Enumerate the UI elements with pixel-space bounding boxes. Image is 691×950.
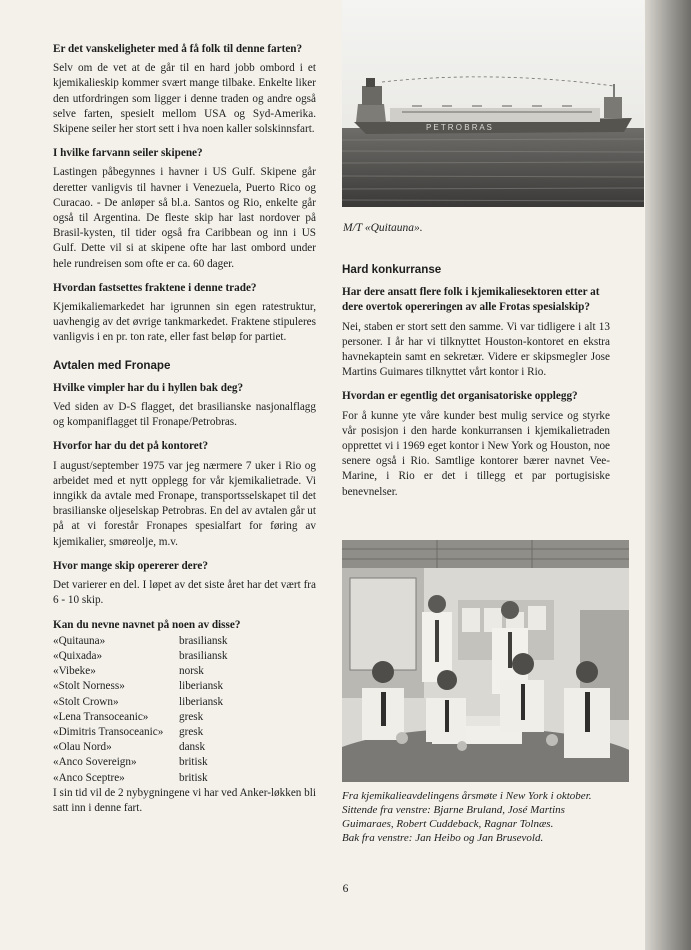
- ship-flag: dansk: [179, 741, 206, 754]
- section-heading: Avtalen med Fronape: [53, 358, 171, 372]
- ship-row: [53, 679, 316, 694]
- ship-hull-text: P E T R O B R A S: [426, 123, 492, 132]
- answer: Ved siden av D-S flagget, det brasilianske nasjonalflagg og kompaniflagget til Fronape/Petrobras.: [53, 401, 316, 429]
- ship-name: «Olau Nord»: [53, 741, 112, 754]
- ship-row: [53, 740, 316, 755]
- ship-photo-graphic: [342, 0, 644, 207]
- ship-row: [53, 695, 316, 710]
- answer: I august/september 1975 var jeg nærmere 7 uker i Rio og arbeidet med et nytt opplegg for vår kjemikalietrade. Vi inngikk da avtale med Fronape, transportsselskapet til det brasilianske oljeselskap Petrobras. En del av avtalen går ut på at vi forestår Fronapes spesialfart for føring av kjemikalier, smøreolje, m.v.: [53, 459, 316, 548]
- ship-row: [53, 725, 316, 740]
- answer: Det varierer en del. I løpet av det siste året har det vært fra 6 - 10 skip.: [53, 579, 316, 607]
- ship-name: «Dimitris Transoceanic»: [53, 725, 164, 738]
- ship-flag: gresk: [179, 725, 204, 738]
- ship-photo: [342, 0, 644, 207]
- page-number: 6: [342, 883, 349, 895]
- meeting-photo: [342, 540, 629, 782]
- ship-name: «Quixada»: [53, 649, 103, 662]
- left-column: [53, 42, 316, 825]
- question: Har dere ansatt flere folk i kjemikaliesektoren etter at dere overtok opereringen av alle Frotas spesialskip?: [342, 286, 600, 314]
- ship-flag: liberiansk: [179, 680, 224, 693]
- ship-photo-caption: M/T «Quitauna».: [343, 222, 423, 234]
- question: Er det vanskeligheter med å få folk til denne farten?: [53, 43, 303, 55]
- ship-name: «Anco Sceptre»: [53, 771, 125, 784]
- ship-name: «Anco Sovereign»: [53, 756, 137, 769]
- ship-flag: brasiliansk: [179, 649, 228, 662]
- answer: Nei, staben er stort sett den samme. Vi var tidligere i alt 13 personer. I år har vi tilknyttet Houston-kontoret en ekstra havnekaptein samt en sekretær. Videre er skipsmegler Jose Martins Guimares tilknyttet vårt kontor i Rio.: [342, 320, 610, 379]
- ship-flag: liberiansk: [179, 695, 224, 708]
- ship-name: «Vibeke»: [53, 665, 96, 678]
- right-column: [342, 262, 610, 509]
- question: Hvor mange skip opererer dere?: [53, 559, 208, 572]
- ship-name: «Stolt Crown»: [53, 695, 119, 708]
- caption-line: Sittende fra venstre: Bjarne Bruland, José Martins Guimaraes, Robert Cuddeback, Ragnar Tolnæs.: [342, 804, 565, 830]
- question: Hvordan er egentlig det organisatoriske opplegg?: [342, 390, 578, 403]
- ship-flag: gresk: [179, 710, 204, 723]
- meeting-photo-graphic: [342, 540, 629, 782]
- question: Kan du nevne navnet på noen av disse?: [53, 618, 241, 631]
- answer: Lastingen påbegynnes i havner i US Gulf. Skipene går deretter vanligvis til havner i Venezuela, Puerto Rico og Curacao. - De anløper så bl.a. Santos og Rio, enkelte går også til Argentina. De fleste skip har last nordover på Brasil-kysten, til tider også fra Caribbean og inn i US Gulf. Dette vil si at skipene ofte har last ombord under hele rundreisen som ofte er ca. 60 dager.: [53, 166, 316, 270]
- ship-flag: britisk: [179, 771, 208, 784]
- closing-text: I sin tid vil de 2 nybygningene vi har ved Anker-løkken bli satt inn i denne fart.: [53, 786, 316, 814]
- ship-row: [53, 649, 316, 664]
- ship-flag: britisk: [179, 756, 208, 769]
- section-heading: Hard konkurranse: [342, 263, 442, 276]
- ship-name: «Stolt Norness»: [53, 680, 125, 693]
- answer: For å kunne yte våre kunder best mulig service og styrke vår posisjon i den harde konkurransen i kjemikalietraden opprettet vi i 1969 eget kontor i New York og Houston, noe senere også i Rio. Samtlige kontorer bærer navnet Vee-Marine, i Rio er det i tillegg et par portugisiske benevnelser.: [342, 409, 610, 498]
- ship-name: «Quitauna»: [53, 634, 106, 647]
- ship-row: [53, 634, 316, 649]
- caption-line: Fra kjemikalieavdelingens årsmøte i New York i oktober.: [342, 790, 592, 802]
- page-edge-shadow: [645, 0, 691, 950]
- answer: Selv om de vet at de går til en hard jobb ombord i et kjemikalieskip kommer svært mange tilbake. Enkelte liker den utfordringen som ligger i denne traden og andre også selve farten, spesielt mellom USA og Syd-Amerika. Skipene seiler her stort sett i hva noen kaller solskinnsfart.: [53, 62, 316, 136]
- answer: Kjemikaliemarkedet har igrunnen sin egen ratestruktur, uavhengig av det øvrige tankmarkedet. Fraktene stipuleres vanligvis i en pr. ton rate, eller fast beløp for partiet.: [53, 301, 316, 344]
- question: Hvilke vimpler har du i hyllen bak deg?: [53, 381, 244, 394]
- ship-list: [53, 634, 316, 786]
- ship-flag: norsk: [179, 665, 204, 678]
- ship-flag: brasiliansk: [179, 634, 228, 647]
- question: I hvilke farvann seiler skipene?: [53, 147, 203, 160]
- ship-row: [53, 710, 316, 725]
- ship-name: «Lena Transoceanic»: [53, 710, 149, 723]
- question: Hvorfor har du det på kontoret?: [53, 440, 209, 453]
- ship-row: [53, 664, 316, 679]
- ship-row: [53, 771, 316, 786]
- question: Hvordan fastsettes fraktene i denne trade?: [53, 281, 257, 294]
- caption-line: Bak fra venstre: Jan Heibo og Jan Brusevold.: [342, 832, 544, 844]
- ship-row: [53, 755, 316, 770]
- meeting-photo-caption: [342, 789, 612, 845]
